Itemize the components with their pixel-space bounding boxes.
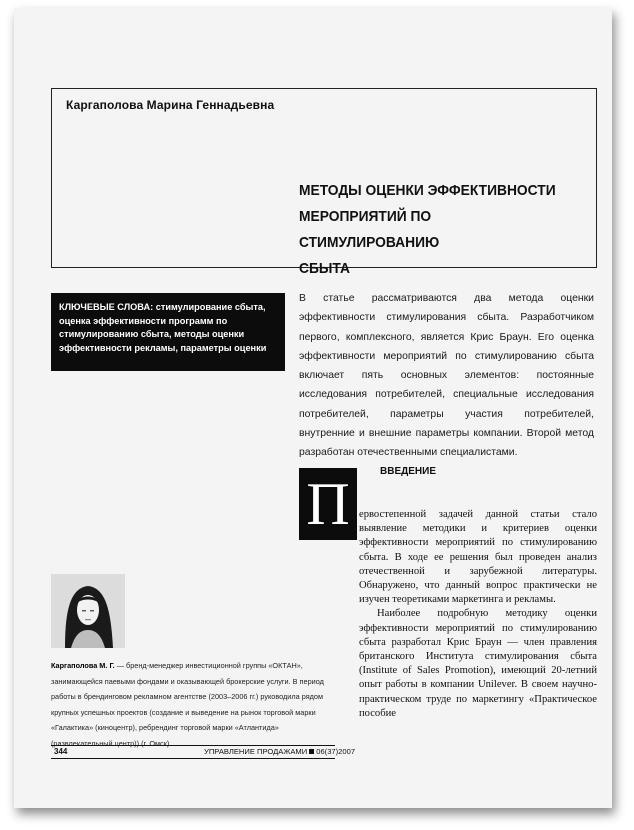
author-name: Каргаполова Марина Геннадьевна [66, 98, 275, 112]
bio-text: — бренд-менеджер инвестиционной группы «ОКТАН», занимающейся паевыми фондами и оказывающей брокерские услуги. В период работы в брендинговом рекламном агентстве (2003–2006 гг.) руководила рядом крупных успешных проектов (создание и выведение на рынок торговой марки «Галактика» (кинoцентр), ребрендинг торговой марки «Атлантида» (развлекательный центр)) (г. Омск) [51, 661, 324, 748]
title-line: МЕРОПРИЯТИЙ ПО СТИМУЛИРОВАНИЮ [299, 208, 440, 251]
bio-name: Каргаполова М. Г. [51, 661, 115, 670]
body-text [359, 508, 597, 721]
abstract: В статье рассматриваются два метода оценки эффективности стимулирования сбыта. Разработчиком первого, комплексного, является Крис Браун. Его оценка эффективности мероприятий по стимулированию сбыта включает пять основных элементов: постоянные исследования потребителей, специальные исследования потребителей, параметры участия потребителей, внутренние и внешние параметры компании. Второй метод разработан отечественными специалистами. [299, 293, 594, 459]
keywords-box [51, 293, 285, 371]
author-bio [51, 658, 341, 752]
keywords-label: КЛЮЧЕВЫЕ СЛОВА: [59, 302, 154, 312]
body-paragraph: ервостепенной задачей данной статьи стало выявление методики и критериев оценки эффективности мероприятий по стимулированию сбыта. В ходе ее решения был проведен анализ отечественной и зарубежной литературы. Обнаружено, что данный вопрос практически не изучен теоретиками маркетинга и рекламы. [359, 509, 597, 606]
journal-title: УПРАВЛЕНИЕ ПРОДАЖАМИ [204, 747, 308, 756]
article-title [299, 178, 566, 282]
square-icon [309, 749, 314, 754]
journal-issue: 06(37)2007 [316, 747, 356, 756]
page-number: 344 [54, 747, 68, 756]
drop-cap: П [299, 468, 357, 540]
author-photo [51, 574, 125, 648]
journal-name [204, 747, 356, 756]
section-heading: ВВЕДЕНИЕ [380, 466, 436, 477]
portrait-image [51, 574, 125, 648]
keywords-text: стимулирование сбыта, оценка эффективности программ по стимулированию сбыта, методы оценки эффективности рекламы, параметры оценки [59, 302, 267, 353]
journal-page [14, 8, 612, 808]
title-line: СБЫТА [299, 260, 350, 277]
footer-rule-top [51, 745, 335, 746]
footer-rule-bottom [51, 758, 335, 759]
title-line: МЕТОДЫ ОЦЕНКИ ЭФФЕКТИВНОСТИ [299, 182, 556, 199]
body-paragraph: Наиболее подробную методику оценки эффективности мероприятий по стимулированию сбыта разработал Крис Браун — член правления британского Института стимулирования сбыта (Institute of Sales Promotion), имеющий 20-летний опыт работы в компании Unilever. В своем научно-практическом труде по маркетингу «Практическое пособие [359, 608, 597, 719]
